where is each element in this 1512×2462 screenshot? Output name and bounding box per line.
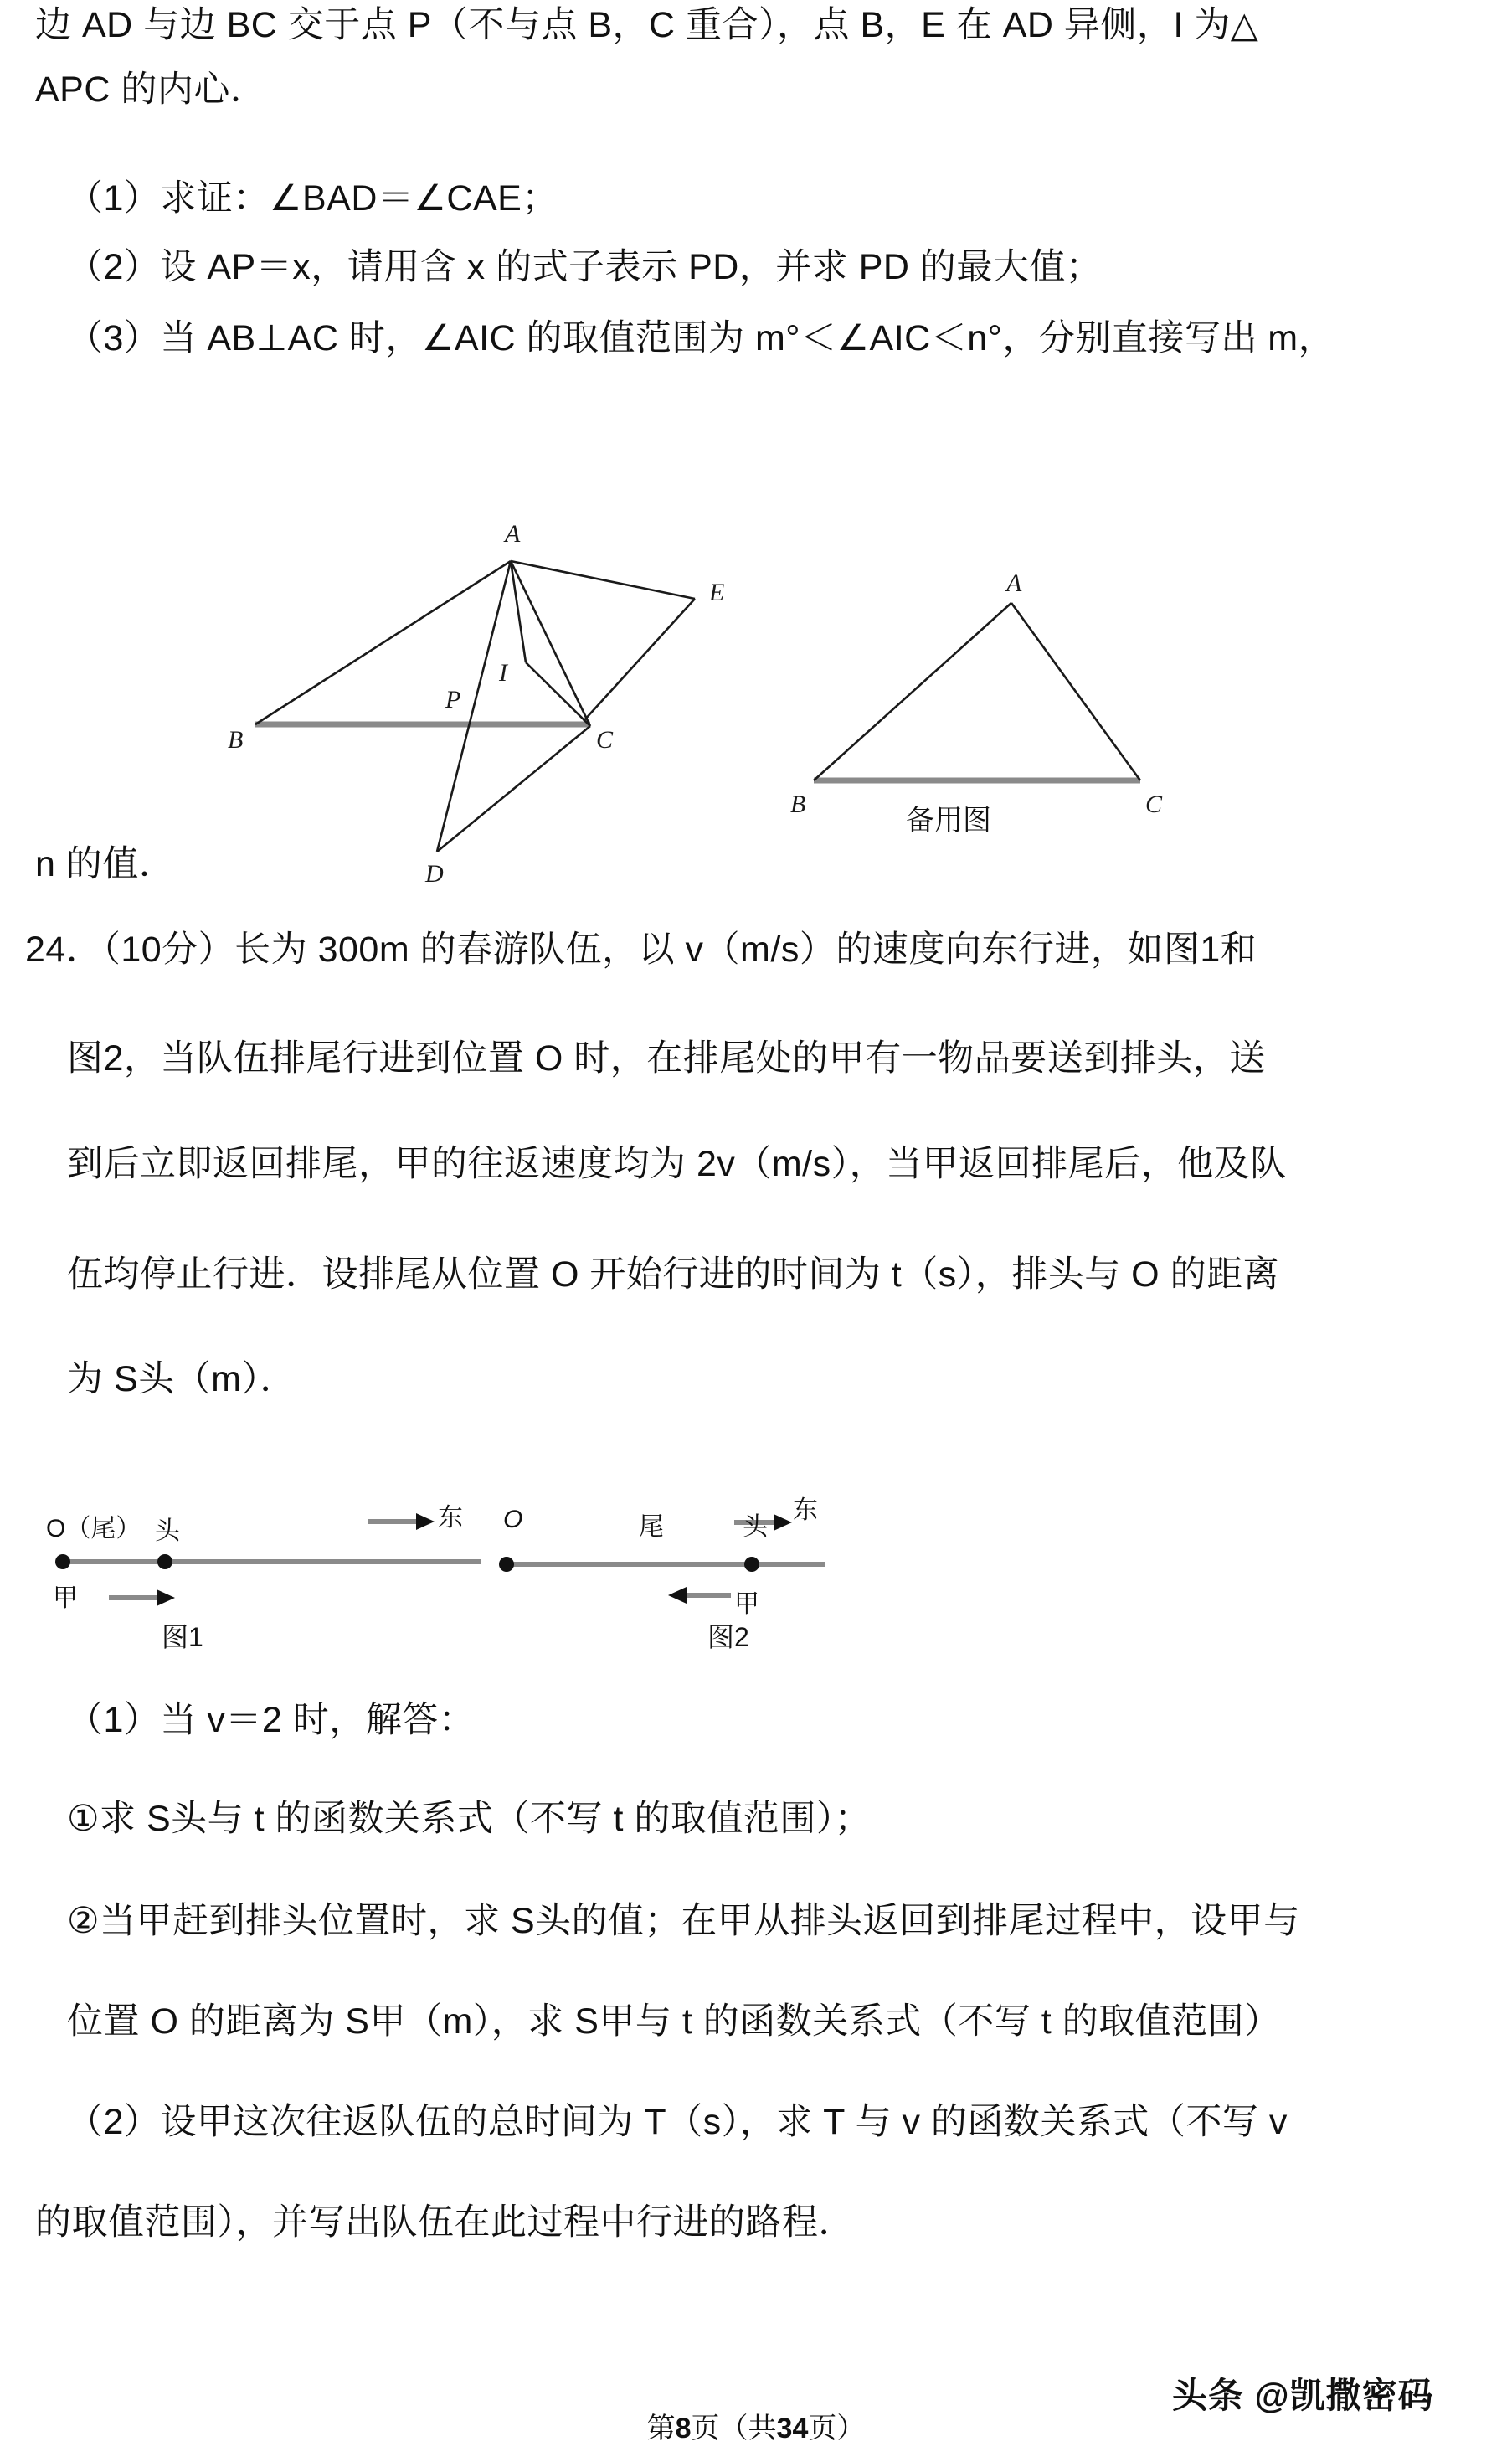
problem23-part-2 <box>67 249 1102 286</box>
spare-segment-AC <box>1011 603 1140 780</box>
fig1-head-dot <box>157 1554 172 1569</box>
figure2-svg <box>465 1457 917 1646</box>
watermark-label: 头条 @凯撒密码 <box>1172 2376 1434 2415</box>
spare-label-B: B <box>790 791 806 818</box>
p24-line4-text: 伍均停止行进．设排尾从位置 O 开始行进的时间为 t（s），排头与 O 的距离 <box>67 1254 1280 1295</box>
problem24-line-5 <box>67 1361 296 1398</box>
triangle-geometry-svg <box>209 507 779 888</box>
p23-part1-text: （1）求证：∠BAD＝∠CAE； <box>67 178 558 219</box>
fig2-head-dot <box>744 1557 759 1572</box>
segment-IC <box>526 662 590 726</box>
p23-part2-text: （2）设 AP＝x，请用含 x 的式子表示 PD，并求 PD 的最大值； <box>67 247 1103 287</box>
problem23-main-figure <box>209 507 779 888</box>
p23-line1-text: 边 AD 与边 BC 交于点 P（不与点 B，C 重合），点 B，E 在 AD 异侧，I 为△ <box>35 5 1259 45</box>
problem24-question-1b-wrap <box>67 2003 1281 2041</box>
footer-page-number: 8 <box>675 2413 692 2444</box>
p24-q2-text: （2）设甲这次往返队伍的总时间为 T（s），求 T 与 v 的函数关系式（不写 v <box>67 2102 1288 2142</box>
fig2-head-label: 头 <box>743 1513 768 1541</box>
spare-label-A: A <box>1006 569 1022 597</box>
p24-line3-text: 到后立即返回排尾，甲的往返速度均为 2v（m/s），当甲返回排尾后，他及队 <box>67 1144 1287 1184</box>
problem23-continuation-line-1 <box>35 7 1258 44</box>
problem23-continuation-line-2 <box>35 71 266 109</box>
problem24-question-1 <box>67 1702 475 1739</box>
fig2-jia-label: 甲 <box>734 1590 759 1618</box>
problem24-line-4 <box>67 1256 1279 1294</box>
problem23-part-3 <box>67 320 1335 358</box>
fig1-east-arrow-head <box>416 1513 435 1530</box>
problem24-figure-2 <box>465 1457 917 1652</box>
problem24-question-1a <box>67 1800 871 1838</box>
p23-line2-text: APC 的内心． <box>35 70 267 110</box>
fig2-caption: 图2 <box>707 1622 749 1652</box>
fig2-east-label: 东 <box>793 1496 818 1524</box>
p24-q1-text: （1）当 v＝2 时，解答： <box>67 1700 476 1740</box>
fig1-origin-label: O（尾） <box>46 1515 141 1543</box>
label-C: C <box>596 726 614 754</box>
footer-prefix: 第 <box>646 2413 676 2444</box>
label-E: E <box>709 579 725 606</box>
spare-figure-caption: 备用图 <box>906 805 991 837</box>
p24-q1b-wrap-text: 位置 O 的距离为 S甲（m），求 S甲与 t 的函数关系式（不写 t 的取值范围） <box>67 2001 1281 2042</box>
problem24-line-1 <box>25 931 1257 969</box>
fig2-origin-label: O <box>503 1506 523 1533</box>
p24-q1b-text: ②当甲赶到排头位置时，求 S头的值；在甲从排头返回到排尾过程中，设甲与 <box>67 1901 1300 1941</box>
label-D: D <box>425 860 444 888</box>
problem24-figure-1 <box>38 1461 507 1652</box>
fig1-head-label: 头 <box>155 1517 180 1545</box>
fig1-jia-arrow-head <box>157 1589 175 1606</box>
fig2-jia-arrow-head <box>668 1587 687 1604</box>
problem23-part-3-wrap <box>35 846 175 883</box>
fig1-jia-label: 甲 <box>53 1584 78 1612</box>
segment-AE <box>511 561 695 599</box>
footer-suffix: 页） <box>808 2413 866 2444</box>
problem24-line-3 <box>67 1146 1287 1183</box>
footer-total-pages: 34 <box>776 2413 809 2444</box>
fig1-caption: 图1 <box>162 1622 203 1652</box>
p24-q1a-text: ①求 S头与 t 的函数关系式（不写 t 的取值范围）； <box>67 1799 872 1839</box>
footer-middle: 页（共 <box>691 2413 777 2444</box>
figure1-svg <box>38 1461 507 1646</box>
problem24-line-2 <box>67 1040 1266 1078</box>
p24-line1-text: 24．（10分）长为 300m 的春游队伍，以 v（m/s）的速度向东行进，如图1和 <box>25 930 1257 970</box>
spare-label-C: C <box>1145 791 1163 818</box>
problem24-question-1b <box>67 1903 1300 1940</box>
spare-triangle-svg <box>779 561 1214 837</box>
label-B: B <box>228 726 244 754</box>
p24-line2-text: 图2，当队伍排尾行进到位置 O 时，在排尾处的甲有一物品要送到排头，送 <box>67 1038 1266 1079</box>
fig2-tail-label: 尾 <box>639 1513 664 1541</box>
label-I: I <box>499 659 507 687</box>
p23-part3-text: （3）当 AB⊥AC 时，∠AIC 的取值范围为 m°＜∠AIC＜n°，分别直接写出 m， <box>67 318 1335 358</box>
problem24-question-2-wrap <box>35 2204 855 2242</box>
spare-segment-BA <box>814 603 1011 780</box>
label-A: A <box>505 520 521 548</box>
problem23-spare-figure <box>779 561 1214 837</box>
fig1-origin-dot <box>55 1554 70 1569</box>
p23-part3-wrap-text: n 的值． <box>35 844 176 884</box>
segment-DC <box>437 726 590 852</box>
label-P: P <box>445 686 461 713</box>
problem23-part-1 <box>67 180 558 218</box>
fig2-east-arrow-head <box>774 1514 792 1531</box>
fig2-origin-dot <box>499 1557 514 1572</box>
segment-BA <box>255 561 511 724</box>
fig1-east-label: 东 <box>438 1504 463 1532</box>
problem24-question-2 <box>67 2104 1288 2141</box>
p24-line5-text: 为 S头（m）． <box>67 1359 296 1399</box>
p24-q2-wrap-text: 的取值范围），并写出队伍在此过程中行进的路程． <box>35 2202 855 2243</box>
segment-EC <box>584 599 695 721</box>
